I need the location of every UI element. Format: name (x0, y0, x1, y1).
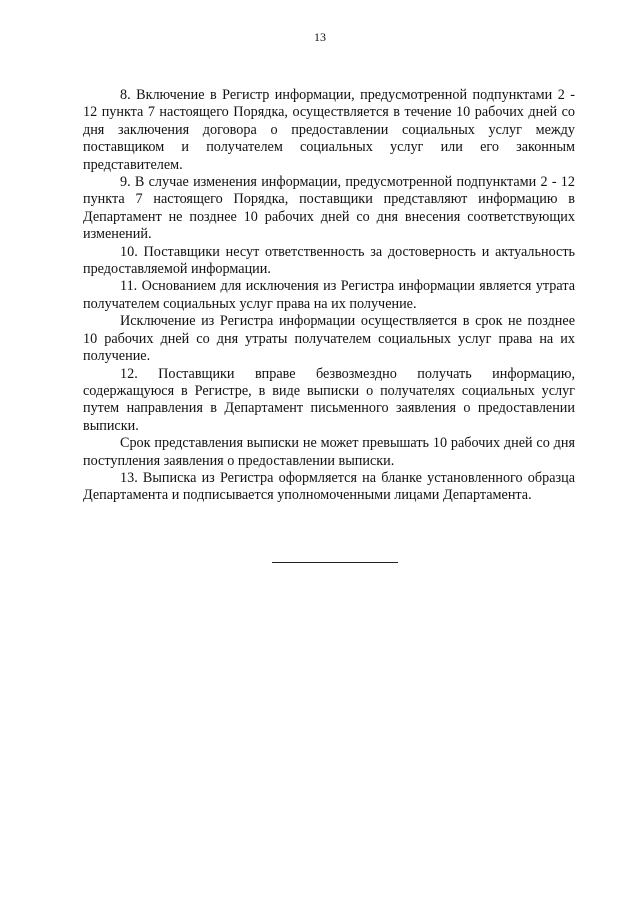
paragraph-9: 9. В случае изменения информации, предусмотренной подпунктами 2 - 12 пункта 7 настоящего Порядка, поставщики представляют информацию в Департамент не позднее 10 рабочих дней со дня внесения соответствующих изменений. (83, 174, 575, 243)
paragraph-8: 8. Включение в Регистр информации, предусмотренной подпунктами 2 - 12 пункта 7 настоящего Порядка, осуществляется в течение 10 рабочих дней со дня заключения договора о предоставлении социальных услуг между поставщиком и получателем социальных услуг или его законным представителем. (83, 87, 575, 173)
document-body (83, 87, 575, 505)
paragraph-10: 10. Поставщики несут ответственность за достоверность и актуальность предоставляемой информации. (83, 243, 575, 278)
paragraph-12-extract-term: Срок представления выписки не может превышать 10 рабочих дней со дня поступления заявления о предоставлении выписки. (83, 435, 575, 469)
end-divider-line (272, 562, 398, 563)
paragraph-13: 13. Выписка из Регистра оформляется на бланке установленного образца Департамента и подписывается уполномоченными лицами Департамента. (83, 469, 575, 504)
paragraph-12: 12. Поставщики вправе безвозмездно получать информацию, содержащуюся в Регистре, в виде выписки о получателях социальных услуг путем направления в Департамент письменного заявления о предоставлении выписки. (83, 365, 575, 434)
paragraph-11-exclusion-term: Исключение из Регистра информации осуществляется в срок не позднее 10 рабочих дней со дня утраты получателем социальных услуг права на их получение. (83, 313, 575, 365)
page-number: 13 (314, 30, 326, 44)
paragraph-11: 11. Основанием для исключения из Регистра информации является утрата получателем социальных услуг права на их получение. (83, 278, 575, 312)
